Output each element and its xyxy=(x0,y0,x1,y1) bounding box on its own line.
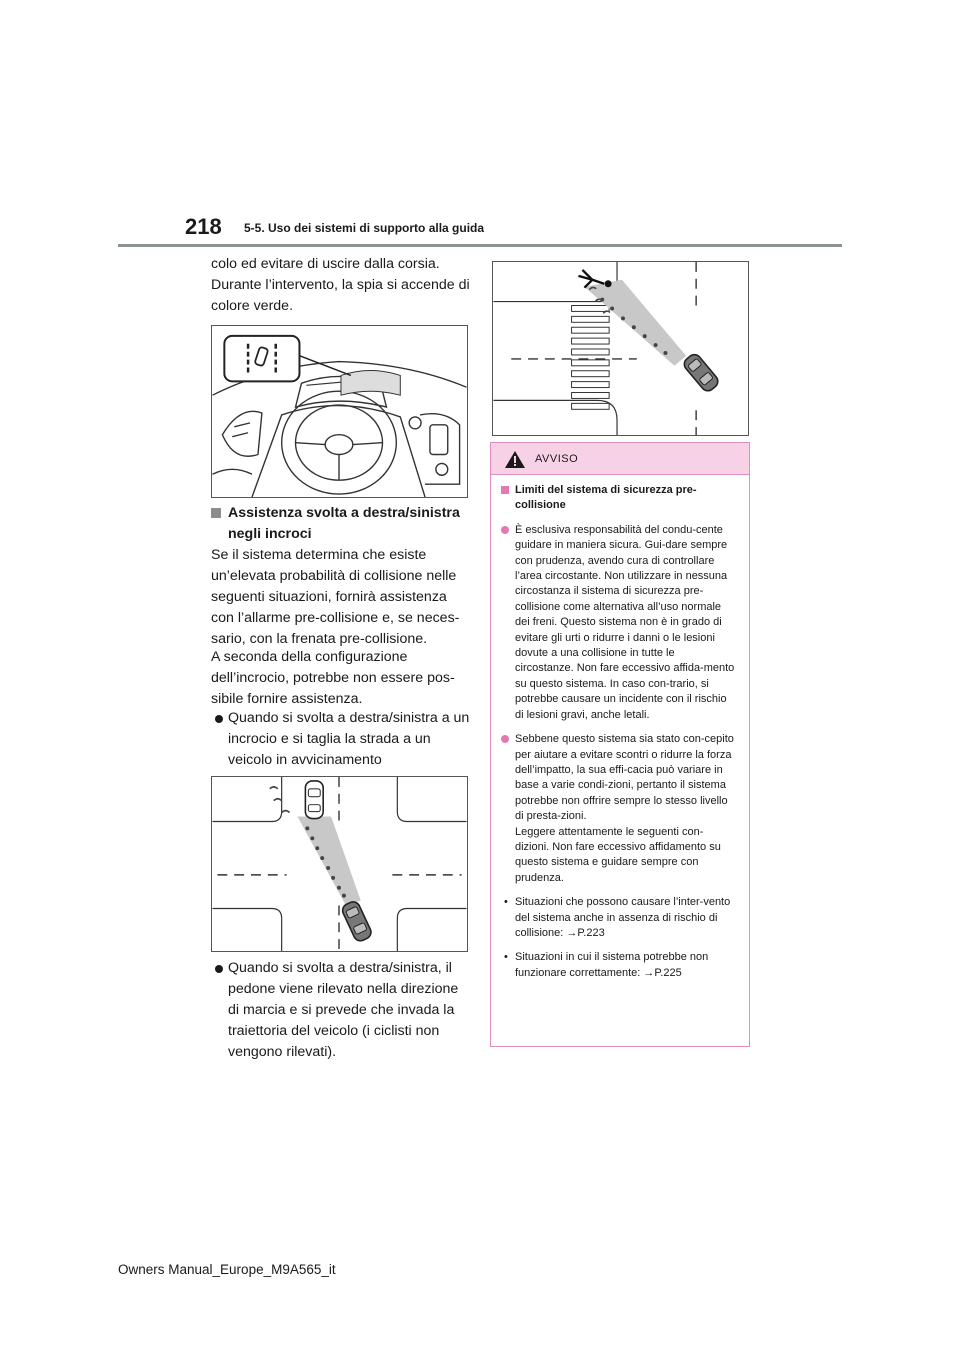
section-title: 5-5. Uso dei sistemi di supporto alla guida xyxy=(244,221,485,235)
figure-dashboard xyxy=(211,325,468,498)
warning-subitem-link[interactable]: Situazioni che possono causare l’inter-vento del sistema anche in assenza di rischio di collisione: →P.223 xyxy=(515,896,731,939)
square-bullet-icon xyxy=(501,486,509,494)
intro-text: colo ed evitare di uscire dalla corsia. Durante l’intervento, la spia si accende di colore verde. xyxy=(211,256,470,314)
footer-text: Owners Manual_Europe_M9A565_it xyxy=(118,1262,336,1277)
section-subheading xyxy=(211,503,473,545)
intersection-oncoming-illustration xyxy=(212,777,467,951)
paragraph-1: Se il sistema determina che esiste un’elevata probabilità di collisione nelle seguenti situazioni, fornirà assistenza con l’allarme pre-collisione e, se neces-sario, con la frenata pre-collisione. xyxy=(211,547,460,647)
warning-header xyxy=(491,443,749,475)
dashboard-illustration xyxy=(212,326,467,497)
subheading-text: Assistenza svolta a destra/sinistra negli incroci xyxy=(228,505,460,542)
list-item-text: Quando si svolta a destra/sinistra, il pedone viene rilevato nella direzione di marcia e si prevede che invada la traiettoria del veicolo (i ciclisti non vengono rilevati). xyxy=(228,960,459,1060)
warning-triangle-icon xyxy=(505,451,525,468)
list-item xyxy=(211,958,473,1063)
pedestrian-crossing-illustration xyxy=(493,262,748,435)
warning-item xyxy=(501,732,735,886)
bullet-icon xyxy=(501,735,509,743)
warning-heading xyxy=(501,483,735,514)
warning-subitem xyxy=(501,895,735,941)
warning-subitem-link[interactable]: Situazioni in cui il sistema potrebbe non funzionare correttamente: →P.225 xyxy=(515,951,709,979)
bullet-icon xyxy=(501,526,509,534)
bullet-icon xyxy=(215,715,223,723)
warning-subitem xyxy=(501,950,735,981)
warning-item-text: Sebbene questo sistema sia stato con-cepito per aiutare a evitare scontri o ridurre la forza dell’impatto, la sua effi-cacia può variare in base a varie condi-zioni, pertanto il sistema potrebbe non offrire sempre lo stesso livello di presta-zioni. xyxy=(515,733,734,823)
dot-bullet-icon: • xyxy=(504,896,508,909)
warning-box xyxy=(490,442,750,1047)
warning-heading-text: Limiti del sistema di sicurezza pre-collisione xyxy=(515,484,697,512)
header-divider xyxy=(118,244,842,247)
dot-bullet-icon: • xyxy=(504,951,508,964)
figure-pedestrian xyxy=(492,261,749,436)
paragraph-2: A seconda della configurazione dell’incrocio, potrebbe non essere pos-sibile fornire assistenza. xyxy=(211,649,455,707)
warning-item-text: Leggere attentamente le seguenti con-dizioni. Non fare eccessivo affidamento su questo sistema e guidare sempre con prudenza. xyxy=(515,825,721,884)
warning-item-text: È esclusiva responsabilità del condu-cente guidare in maniera sicura. Gui-dare sempre con prudenza, avendo cura di controllare l’area circostante. Non utilizzare in nessuna circostanza il sistema di sicurezza pre-collisione come alternativa all’uso normale dei freni. Questo sistema non è in grado di evitare gli urti o ridurre i danni o le lesioni dovute a una collisione in tutte le circostanze. Non fare eccessivo affida-mento su questo sistema. In caso con-trario, si potrebbe causare un incidente con il rischio di lesioni gravi, anche letali. xyxy=(515,523,735,721)
warning-item xyxy=(501,523,735,723)
list-item-text: Quando si svolta a destra/sinistra a un incrocio e si taglia la strada a un veicolo in avvicinamento xyxy=(228,710,470,768)
page-number: 218 xyxy=(185,214,222,239)
figure-oncoming-vehicle xyxy=(211,776,468,952)
square-bullet-icon xyxy=(211,508,221,518)
bullet-icon xyxy=(215,965,223,973)
warning-label: AVVISO xyxy=(535,453,579,465)
list-item xyxy=(211,708,473,771)
